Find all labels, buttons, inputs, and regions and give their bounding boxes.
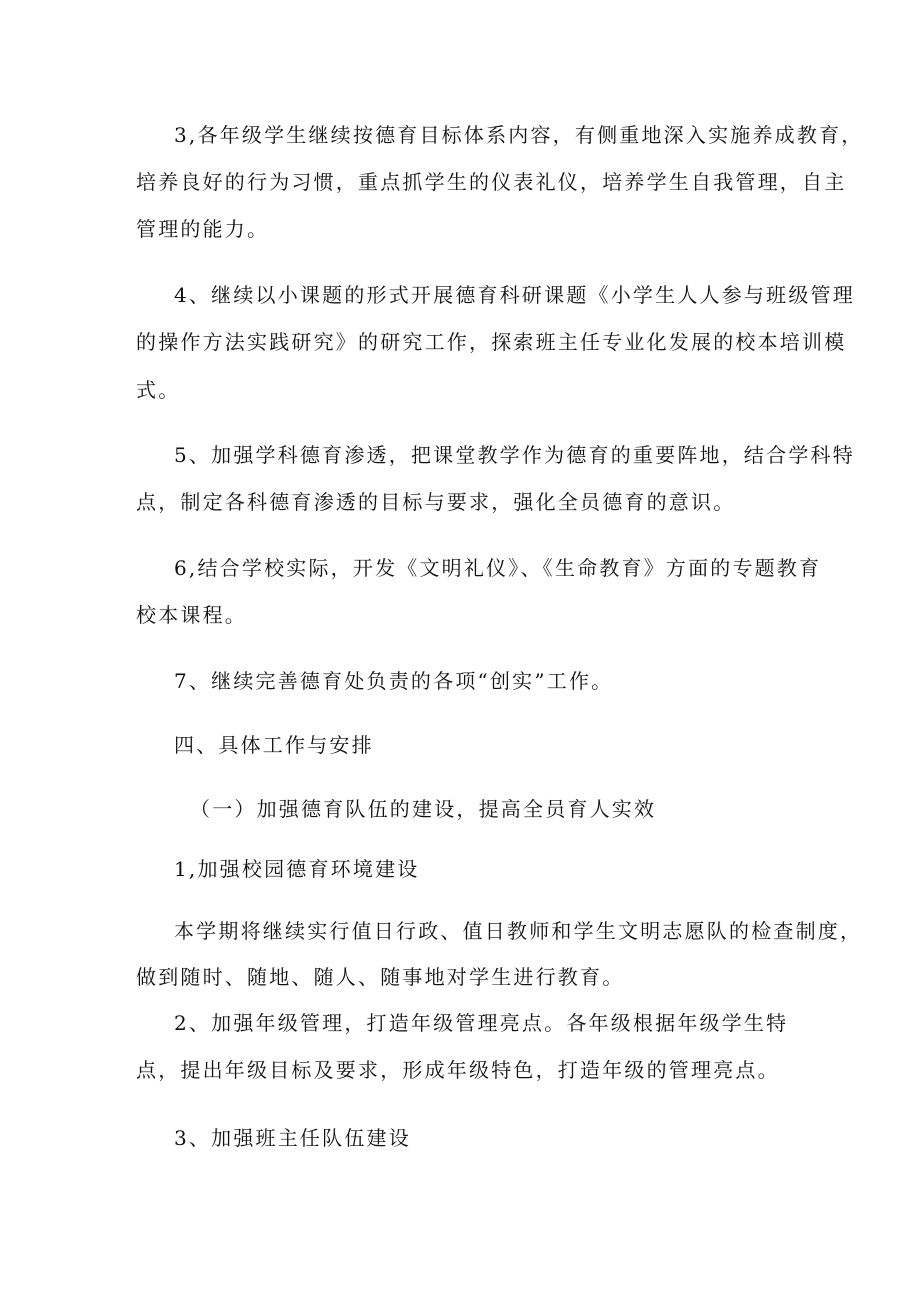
point-1-body-line-2: 做到随时、随地、随人、随事地对学生进行教育。 [136, 965, 625, 989]
item-7-line-1: 7、继续完善德育处负责的各项“创实”工作。 [174, 669, 614, 693]
item-4-line-1: 4、继续以小课题的形式开展德育科研课题《小学生人人参与班级管理 [174, 283, 855, 307]
item-4-line-3: 式。 [136, 378, 181, 402]
item-4-line-2: 的操作方法实践研究》的研究工作，探索班主任专业化发展的校本培训模 [136, 330, 847, 354]
point-3-heading: 3、加强班主任队伍建设 [174, 1126, 411, 1150]
point-2-line-1: 2、加强年级管理，打造年级管理亮点。各年级根据年级学生特 [174, 1011, 789, 1035]
item-5-line-2: 点，制定各科德育渗透的目标与要求，强化全员德育的意识。 [136, 490, 736, 514]
point-1-body-line-1: 本学期将继续实行值日行政、值日教师和学生文明志愿队的检查制度， [174, 919, 863, 943]
section-4-heading: 四、具体工作与安排 [174, 733, 374, 757]
item-3-line-1: 3,各年级学生继续按德育目标体系内容，有侧重地深入实施养成教育， [174, 123, 864, 147]
item-6-line-1: 6,结合学校实际，开发《文明礼仪》、《生命教育》方面的专题教育 [174, 556, 822, 580]
item-6-line-2: 校本课程。 [136, 603, 247, 627]
item-5-line-1: 5、加强学科德育渗透，把课堂教学作为德育的重要阵地，结合学科特 [174, 443, 855, 467]
item-3-line-3: 管理的能力。 [136, 217, 270, 241]
item-3-line-2: 培养良好的行为习惯，重点抓学生的仪表礼仪，培养学生自我管理，自主 [136, 170, 847, 194]
point-1-heading: 1,加强校园德育环境建设 [174, 857, 420, 881]
subsection-1-heading: （一）加强德育队伍的建设，提高全员育人实效 [190, 797, 657, 821]
point-2-line-2: 点，提出年级目标及要求，形成年级特色，打造年级的管理亮点。 [136, 1058, 780, 1082]
